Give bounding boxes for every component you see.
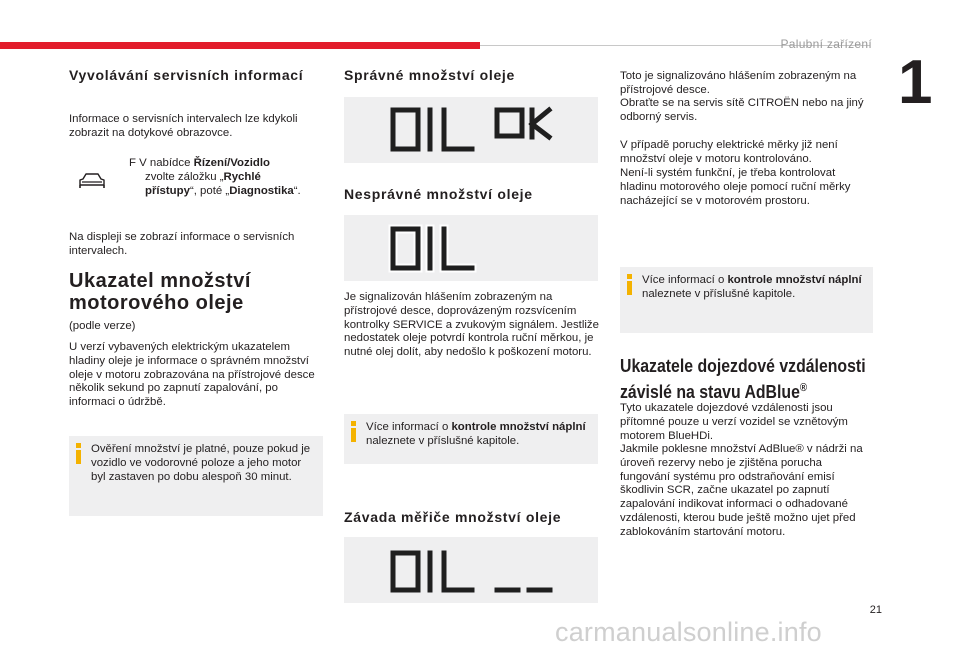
menu-instruction bbox=[129, 156, 319, 198]
fault-body-2: Obraťte se na servis sítě CITROËN nebo na jiný odborný servis. bbox=[620, 97, 864, 123]
version-note: (podle verze) bbox=[69, 320, 136, 332]
section-title-oil-fault: Závada měřiče množství oleje bbox=[344, 509, 562, 525]
fault-body-1: Toto je signalizováno hlášením zobrazeným na přístrojové desce. bbox=[620, 70, 857, 96]
oil-bad-display bbox=[344, 215, 598, 281]
fault-body-3: V případě poruchy elektrické měrky již není množství oleje v motoru kontrolováno. bbox=[620, 139, 838, 165]
info-icon bbox=[627, 274, 633, 295]
oil-bad-body: Je signalizován hlášením zobrazeným na přístrojové desce, doprovázeným rozsvícením kontrolky SERVICE a zvukovým signálem. Jestliže nedostatek oleje potvrdí kontrola ruční měrkou, je nutné olej dolít, aby nedošlo k poškození motoru. bbox=[344, 291, 599, 359]
oil-fault-display bbox=[344, 537, 598, 603]
oil-ok-display-graphic bbox=[344, 97, 598, 163]
display-info-text: Na displeji se zobrazí informace o servisních intervalech. bbox=[69, 231, 295, 257]
menu-line-1: F V nabídce Řízení/Vozidlo bbox=[129, 157, 270, 169]
info-box-fluid-levels bbox=[344, 414, 598, 464]
info-box-fluid-levels-right bbox=[620, 267, 873, 333]
oil-fault-display-graphic bbox=[344, 537, 598, 603]
oil-indicator-body: U verzí vybavených elektrickým ukazatelem hladiny oleje je informace o správném množství oleje v motoru zobrazována na přístrojové desce několik sekund po zapnutí zapalování, po informaci o údržbě. bbox=[69, 341, 315, 409]
page-number: 21 bbox=[869, 604, 882, 616]
car-icon bbox=[77, 170, 107, 190]
section-title-oil-ok: Správné množství oleje bbox=[344, 67, 516, 83]
menu-line-2: zvolte záložku „Rychlé bbox=[145, 171, 261, 183]
info-icon bbox=[76, 443, 82, 464]
adblue-body-2: Jakmile poklesne množství AdBlue® v nádrži na úroveň rezervy nebo je zjištěna porucha fungování systému pro odstraňování emisí škodlivin SCR, začne ukazatel po zapnutí zapalování indikovat informaci o odhadované vzdálenosti, kterou bude ještě možno ujet před zablokováním startování motoru. bbox=[620, 443, 863, 538]
service-info-intro: Informace o servisních intervalech lze kdykoli zobrazit na dotykové obrazovce. bbox=[69, 113, 298, 139]
oil-bad-display-graphic bbox=[344, 215, 598, 281]
menu-line-3: přístupy“, poté „Diagnostika“. bbox=[145, 185, 301, 197]
info-box-text: Ověření množství je platné, pouze pokud je vozidlo ve vodorovné poloze a jeho motor byl zastaven po dobu alespoň 30 minut. bbox=[91, 443, 311, 483]
section-title-oil-indicator: Ukazatel množství motorového oleje bbox=[69, 270, 251, 314]
info-icon bbox=[351, 421, 357, 442]
info-box-measurement bbox=[69, 436, 323, 516]
oil-ok-display bbox=[344, 97, 598, 163]
watermark: carmanualsonline.info bbox=[555, 617, 822, 647]
section-title-service-info: Vyvolávání servisních informací bbox=[69, 67, 304, 83]
fault-body-4: Není-li systém funkční, je třeba kontrolovat hladinu motorového oleje pomocí ruční měrky nacházející se v motorovém prostoru. bbox=[620, 167, 851, 207]
info-box-text: Více informací o kontrole množství náplní naleznete v příslušné kapitole. bbox=[366, 421, 586, 447]
section-title-oil-bad: Nesprávné množství oleje bbox=[344, 186, 533, 202]
info-box-text: Více informací o kontrole množství náplní naleznete v příslušné kapitole. bbox=[642, 274, 862, 300]
header-title: Palubní zařízení bbox=[780, 37, 872, 51]
chapter-number: 1 bbox=[898, 48, 933, 117]
adblue-body-1: Tyto ukazatele dojezdové vzdálenosti jsou přítomné pouze u verzí vozidel se vznětovým motorem BlueHDi. bbox=[620, 402, 848, 442]
section-title-adblue: Ukazatele dojezdové vzdálenosti závislé na stavu AdBlue® bbox=[620, 356, 866, 402]
header-red-bar bbox=[0, 42, 480, 49]
